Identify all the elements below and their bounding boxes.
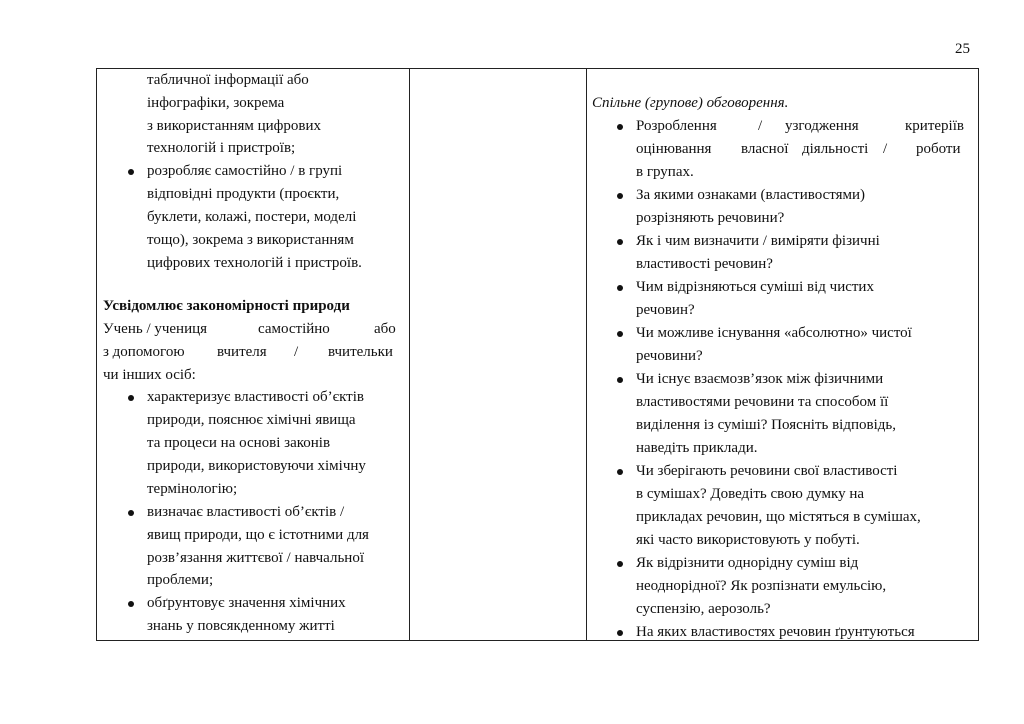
text-line: природи, пояснює хімічні явища [147, 412, 356, 428]
bullet-icon [617, 469, 623, 475]
text-line: речовини? [636, 348, 703, 364]
text-line: визначає властивості об’єктів / [147, 504, 345, 520]
section-heading: Усвідомлює закономірності природи [103, 298, 350, 314]
text-line: знань у повсякденному житті [147, 618, 335, 634]
text-line: Чи можливе існування «абсолютно» чистої [636, 325, 912, 341]
column-divider-2 [586, 69, 587, 640]
content-table [96, 68, 979, 641]
bullet-icon [128, 169, 134, 175]
text-line: тощо), зокрема з використанням [147, 232, 354, 248]
text-line: які часто використовують у побуті. [636, 532, 860, 548]
discussion-heading: Спільне (групове) обговорення. [592, 95, 789, 111]
text-line: властивості речовин? [636, 256, 773, 272]
column-divider-1 [409, 69, 410, 640]
bullet-icon [617, 124, 623, 130]
text-line: властивостями речовини та способом її [636, 394, 889, 410]
intro-word: з допомогою [103, 344, 185, 360]
text-line: виділення із суміші? Поясніть відповідь, [636, 417, 896, 433]
bullet-icon [617, 377, 623, 383]
text-line: неоднорідної? Як розпізнати емульсію, [636, 578, 887, 594]
text-line: з використанням цифрових [147, 118, 321, 134]
text-line: обґрунтовує значення хімічних [147, 595, 346, 611]
intro-word: або [374, 321, 396, 337]
bullet-icon [128, 601, 134, 607]
bullet-icon [617, 285, 623, 291]
text-line: За якими ознаками (властивостями) [636, 187, 866, 203]
bullet-icon [617, 239, 623, 245]
text-line: наведіть приклади. [636, 440, 758, 456]
text-line: Чим відрізняються суміші від чистих [636, 279, 874, 295]
text-line: розробляє самостійно / в групі [147, 163, 343, 179]
justified-word: Розроблення [636, 118, 717, 134]
justified-word: узгодження [785, 118, 859, 134]
intro-word: Учень / учениця [103, 321, 208, 337]
text-line: Як відрізнити однорідну суміш від [636, 555, 859, 571]
bullet-icon [617, 331, 623, 337]
text-line: цифрових технологій і пристроїв. [147, 255, 362, 271]
text-line: речовин? [636, 302, 695, 318]
text-line: технологій і пристроїв; [147, 140, 296, 156]
text-line: природи, використовуючи хімічну [147, 458, 366, 474]
text-line: табличної інформації або [147, 72, 309, 88]
justified-word: власної [741, 141, 789, 157]
intro-word: вчителя [217, 344, 267, 360]
justified-word: / [758, 118, 763, 134]
bullet-icon [128, 395, 134, 401]
justified-word: роботи [916, 141, 961, 157]
text-line: явищ природи, що є істотними для [147, 527, 369, 543]
intro-word: / [294, 344, 299, 360]
text-line: проблеми; [147, 572, 214, 588]
text-line: розв’язання життєвої / навчальної [147, 550, 364, 566]
page-number: 25 [955, 41, 970, 57]
text-line: інфографіки, зокрема [147, 95, 285, 111]
text-line: в групах. [636, 164, 694, 180]
text-line: відповідні продукти (проєкти, [147, 186, 340, 202]
justified-word: оцінювання [636, 141, 712, 157]
text-line: чи інших осіб: [103, 367, 196, 383]
bullet-icon [617, 193, 623, 199]
text-line: в сумішах? Доведіть свою думку на [636, 486, 865, 502]
text-line: суспензію, аерозоль? [636, 601, 771, 617]
intro-word: вчительки [328, 344, 393, 360]
justified-word: критеріїв [905, 118, 964, 134]
text-line: прикладах речовин, що містяться в сумішах, [636, 509, 921, 525]
text-line: На яких властивостях речовин ґрунтуються [636, 624, 915, 640]
bullet-icon [617, 561, 623, 567]
text-line: буклети, колажі, постери, моделі [147, 209, 357, 225]
text-line: та процеси на основі законів [147, 435, 331, 451]
text-line: Чи зберігають речовини свої властивості [636, 463, 898, 479]
bullet-icon [617, 630, 623, 636]
text-line: характеризує властивості об’єктів [147, 389, 364, 405]
text-line: термінологію; [147, 481, 238, 497]
bullet-icon [128, 510, 134, 516]
justified-word: діяльності [802, 141, 869, 157]
intro-word: самостійно [258, 321, 330, 337]
text-line: Як і чим визначити / виміряти фізичні [636, 233, 880, 249]
justified-word: / [883, 141, 888, 157]
text-line: Чи існує взаємозв’язок між фізичними [636, 371, 884, 387]
text-line: розрізняють речовини? [636, 210, 785, 226]
